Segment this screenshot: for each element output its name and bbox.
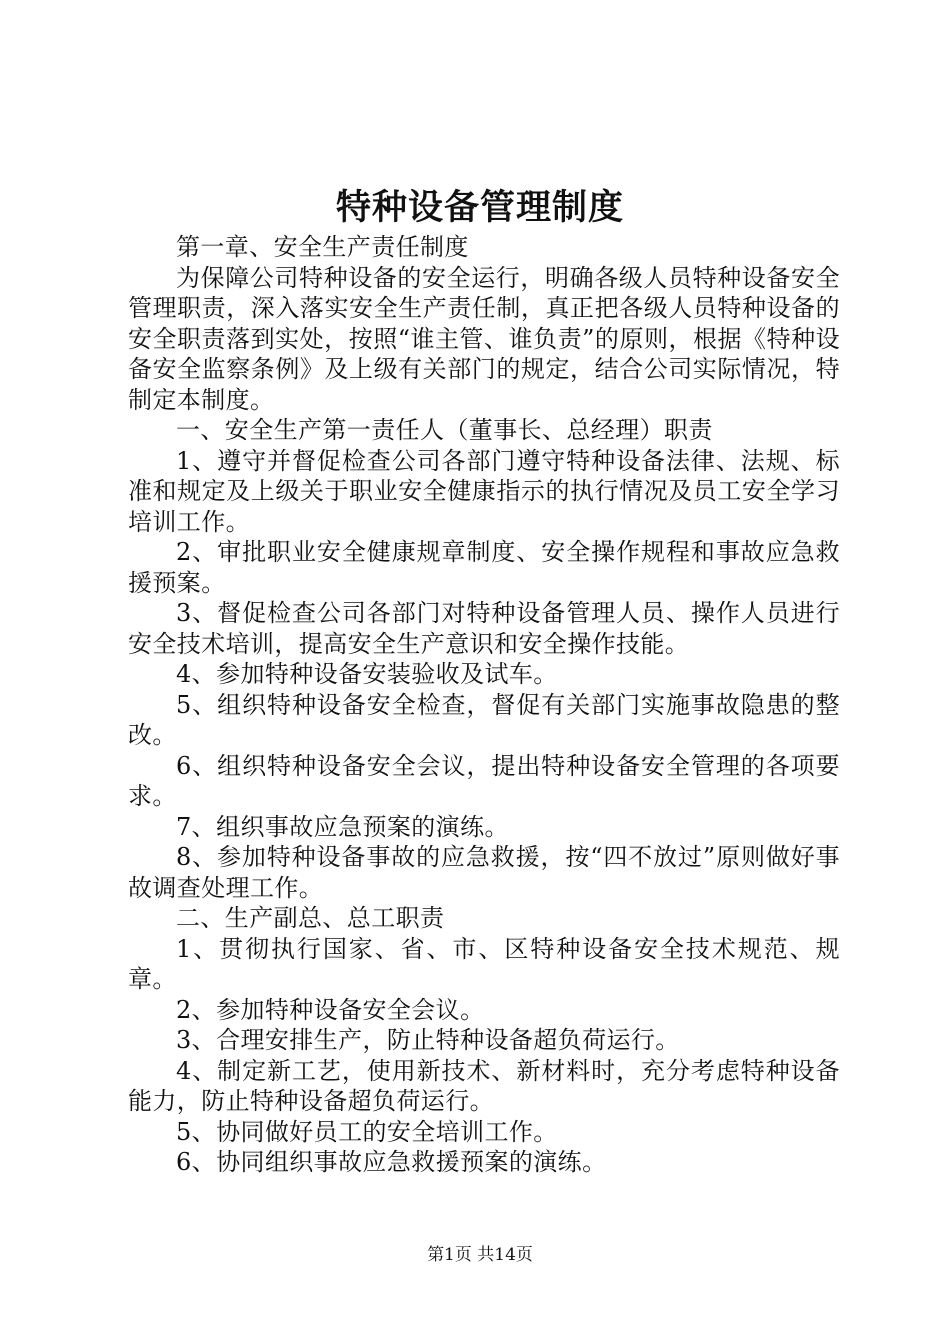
list-item: 1、贯彻执行国家、省、市、区特种设备安全技术规范、规章。: [128, 934, 840, 993]
list-item: 4、制定新工艺，使用新技术、新材料时，充分考虑特种设备能力，防止特种设备超负荷运行。: [128, 1056, 840, 1115]
section-heading: 一、安全生产第一责任人（董事长、总经理）职责: [176, 416, 713, 444]
page-footer: 第1页 共14页: [427, 1245, 533, 1265]
list-item: 6、协同组织事故应急救援预案的演练。: [176, 1148, 607, 1176]
list-item: 5、协同做好员工的安全培训工作。: [176, 1117, 558, 1146]
list-item: 7、组织事故应急预案的演练。: [176, 812, 509, 841]
paragraph: 为保障公司特种设备的安全运行，明确各级人员特种设备安全管理职责，深入落实安全生产责任制，真正把各级人员特种设备的安全职责落到实处，按照“谁主管、谁负责”的原则，根据《特种设备安全监察条例》及上级有关部门的规定，结合公司实际情况，特制定本制度。: [128, 263, 840, 414]
list-item: 5、组织特种设备安全检查，督促有关部门实施事故隐患的整改。: [128, 690, 840, 749]
list-item: 1、遵守并督促检查公司各部门遵守特种设备法律、法规、标准和规定及上级关于职业安全健康指示的执行情况及员工安全学习培训工作。: [128, 446, 840, 536]
list-item: 6、组织特种设备安全会议，提出特种设备安全管理的各项要求。: [128, 751, 840, 810]
section-heading: 二、生产副总、总工职责: [176, 904, 445, 932]
list-item: 2、参加特种设备安全会议。: [176, 995, 485, 1024]
list-item: 4、参加特种设备安装验收及试车。: [176, 660, 558, 688]
list-item: 3、合理安排生产，防止特种设备超负荷运行。: [176, 1026, 680, 1054]
document-title: 特种设备管理制度: [335, 187, 624, 228]
list-item: 8、参加特种设备事故的应急救援，按“四不放过”原则做好事故调查处理工作。: [128, 843, 840, 902]
chapter-heading: 第一章、安全生产责任制度: [176, 233, 469, 261]
document-body: [128, 232, 840, 1178]
list-item: 3、督促检查公司各部门对特种设备管理人员、操作人员进行安全技术培训，提高安全生产意识和安全操作技能。: [128, 599, 840, 658]
list-item: 2、审批职业安全健康规章制度、安全操作规程和事故应急救援预案。: [128, 538, 840, 597]
